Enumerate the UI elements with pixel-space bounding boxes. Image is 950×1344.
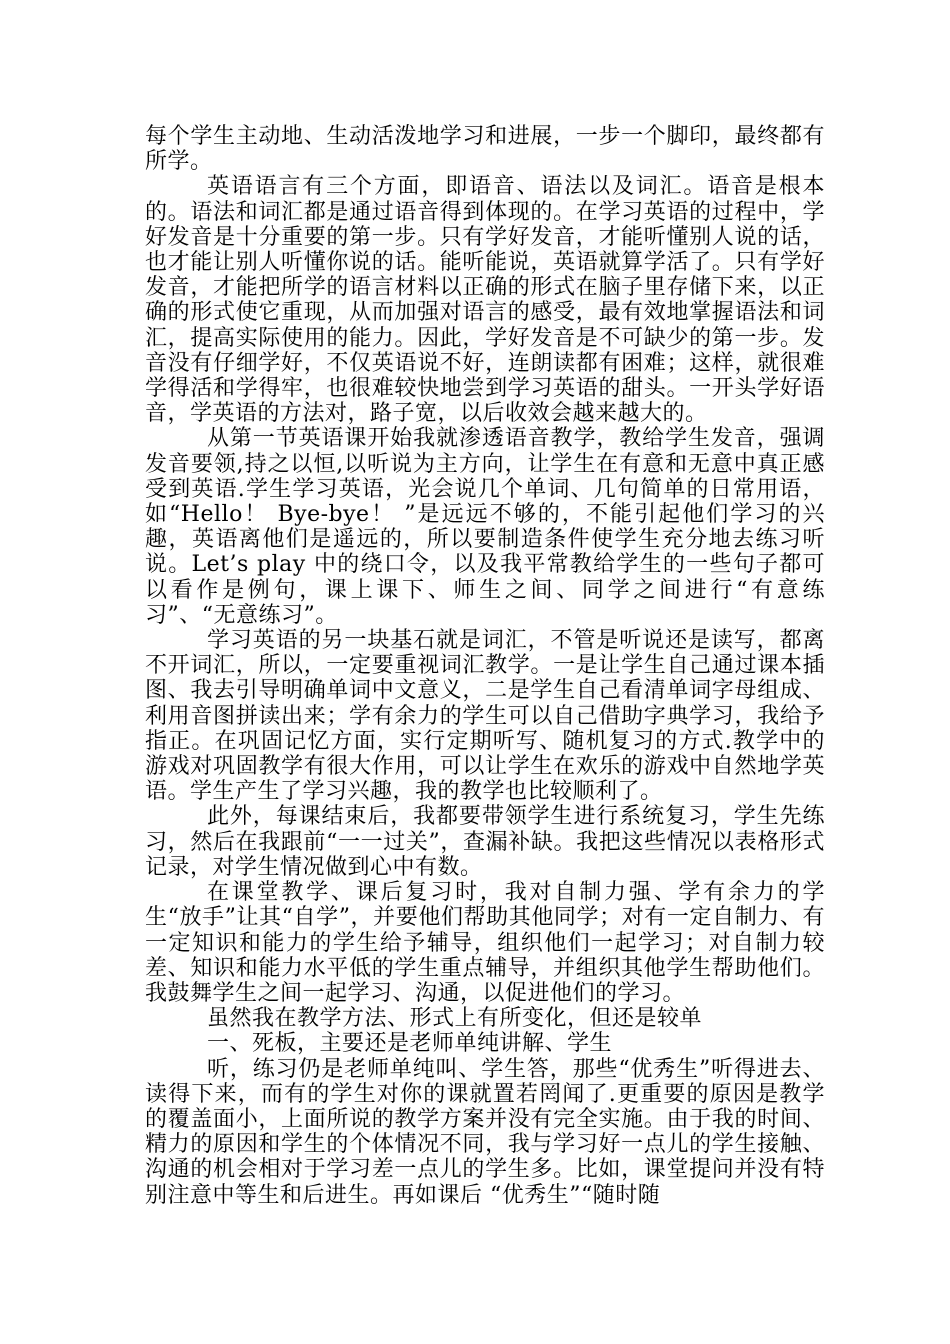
paragraph-4: 学习英语的另一块基石就是词汇，不管是听说还是读写，都离不开词汇，所以，一定要重视词汇教学。一是让学生自己通过课本插图、我去引导明确单词中文意义，二是学生自己看清单词字母组成、利用音图拼读出来；学有余力的学生可以自己借助字典学习，我给予指正。在巩固记忆方面，实行定期听写、随机复习的方式.教学中的游戏对巩固教学有很大作用，可以让学生在欢乐的游戏中自然地学英语。学生产生了学习兴趣，我的教学也比较顺利了。 [145,628,825,805]
paragraph-3: 从第一节英语课开始我就渗透语音教学，教给学生发音，强调发音要领,持之以恒,以听说为主方向，让学生在有意和无意中真正感受到英语.学生学习英语，光会说几个单词、几句简单的日常用语，如“Hello！ Bye-bye！ ”是远远不够的，不能引起他们学习的兴趣，英语离他们是遥远的，所以要制造条件使学生充分地去练习听说。Let’s play 中的绕口令，以及我平常教给学生的一些句子都可以看作是例句，课上课下、师生之间、同学之间进行“有意练习”、“无意练习”。 [145,426,825,628]
paragraph-7: 虽然我在教学方法、形式上有所变化，但还是较单 [207,1006,703,1032]
paragraph-8: 一、死板，主要还是老师单纯讲解、学生 [207,1031,613,1057]
paragraph-1: 每个学生主动地、生动活泼地学习和进展，一步一个脚印，最终都有所学。 [145,124,825,175]
paragraph-2: 英语语言有三个方面，即语音、语法以及词汇。语音是根本的。语法和词汇都是通过语音得到体现的。在学习英语的过程中，学好发音是十分重要的第一步。只有学好发音，才能听懂别人说的话，也才能让别人听懂你说的话。能听能说，英语就算学活了。只有学好发音，才能把所学的语言材料以正确的形式在脑子里存储下来，以正确的形式使它重现，从而加强对语言的感受，最有效地掌握语法和词汇，提高实际使用的能力。因此，学好发音是不可缺少的第一步。发音没有仔细学好，不仅英语说不好，连朗读都有困难；这样，就很难学得活和学得牢，也很难较快地尝到学习英语的甜头。一开头学好语音，学英语的方法对，路子宽，以后收效会越来越大的。 [145,174,825,427]
paragraph-6: 在课堂教学、课后复习时，我对自制力强、学有余力的学生“放手”让其“自学”，并要他们帮助其他同学；对有一定自制力、有一定知识和能力的学生给予辅导，组织他们一起学习；对自制力较差、知识和能力水平低的学生重点辅导，并组织其他学生帮助他们。我鼓舞学生之间一起学习、沟通，以促进他们的学习。 [145,880,825,1006]
body-text [145,124,825,1208]
paragraph-9: 听，练习仍是老师单纯叫、学生答，那些“优秀生”听得进去、读得下来，而有的学生对你的课就置若罔闻了.更重要的原因是教学的覆盖面小，上面所说的教学方案并没有完全实施。由于我的时间、精力的原因和学生的个体情况不同，我与学习好一点儿的学生接触、沟通的机会相对于学习差一点儿的学生多。比如，课堂提问并没有特别注意中等生和后进生。再如课后 “优秀生”“随时随 [145,1056,825,1208]
paragraph-5: 此外，每课结束后，我都要带领学生进行系统复习，学生先练习，然后在我跟前“一一过关”，查漏补缺。我把这些情况以表格形式记录，对学生情况做到心中有数。 [145,804,825,880]
